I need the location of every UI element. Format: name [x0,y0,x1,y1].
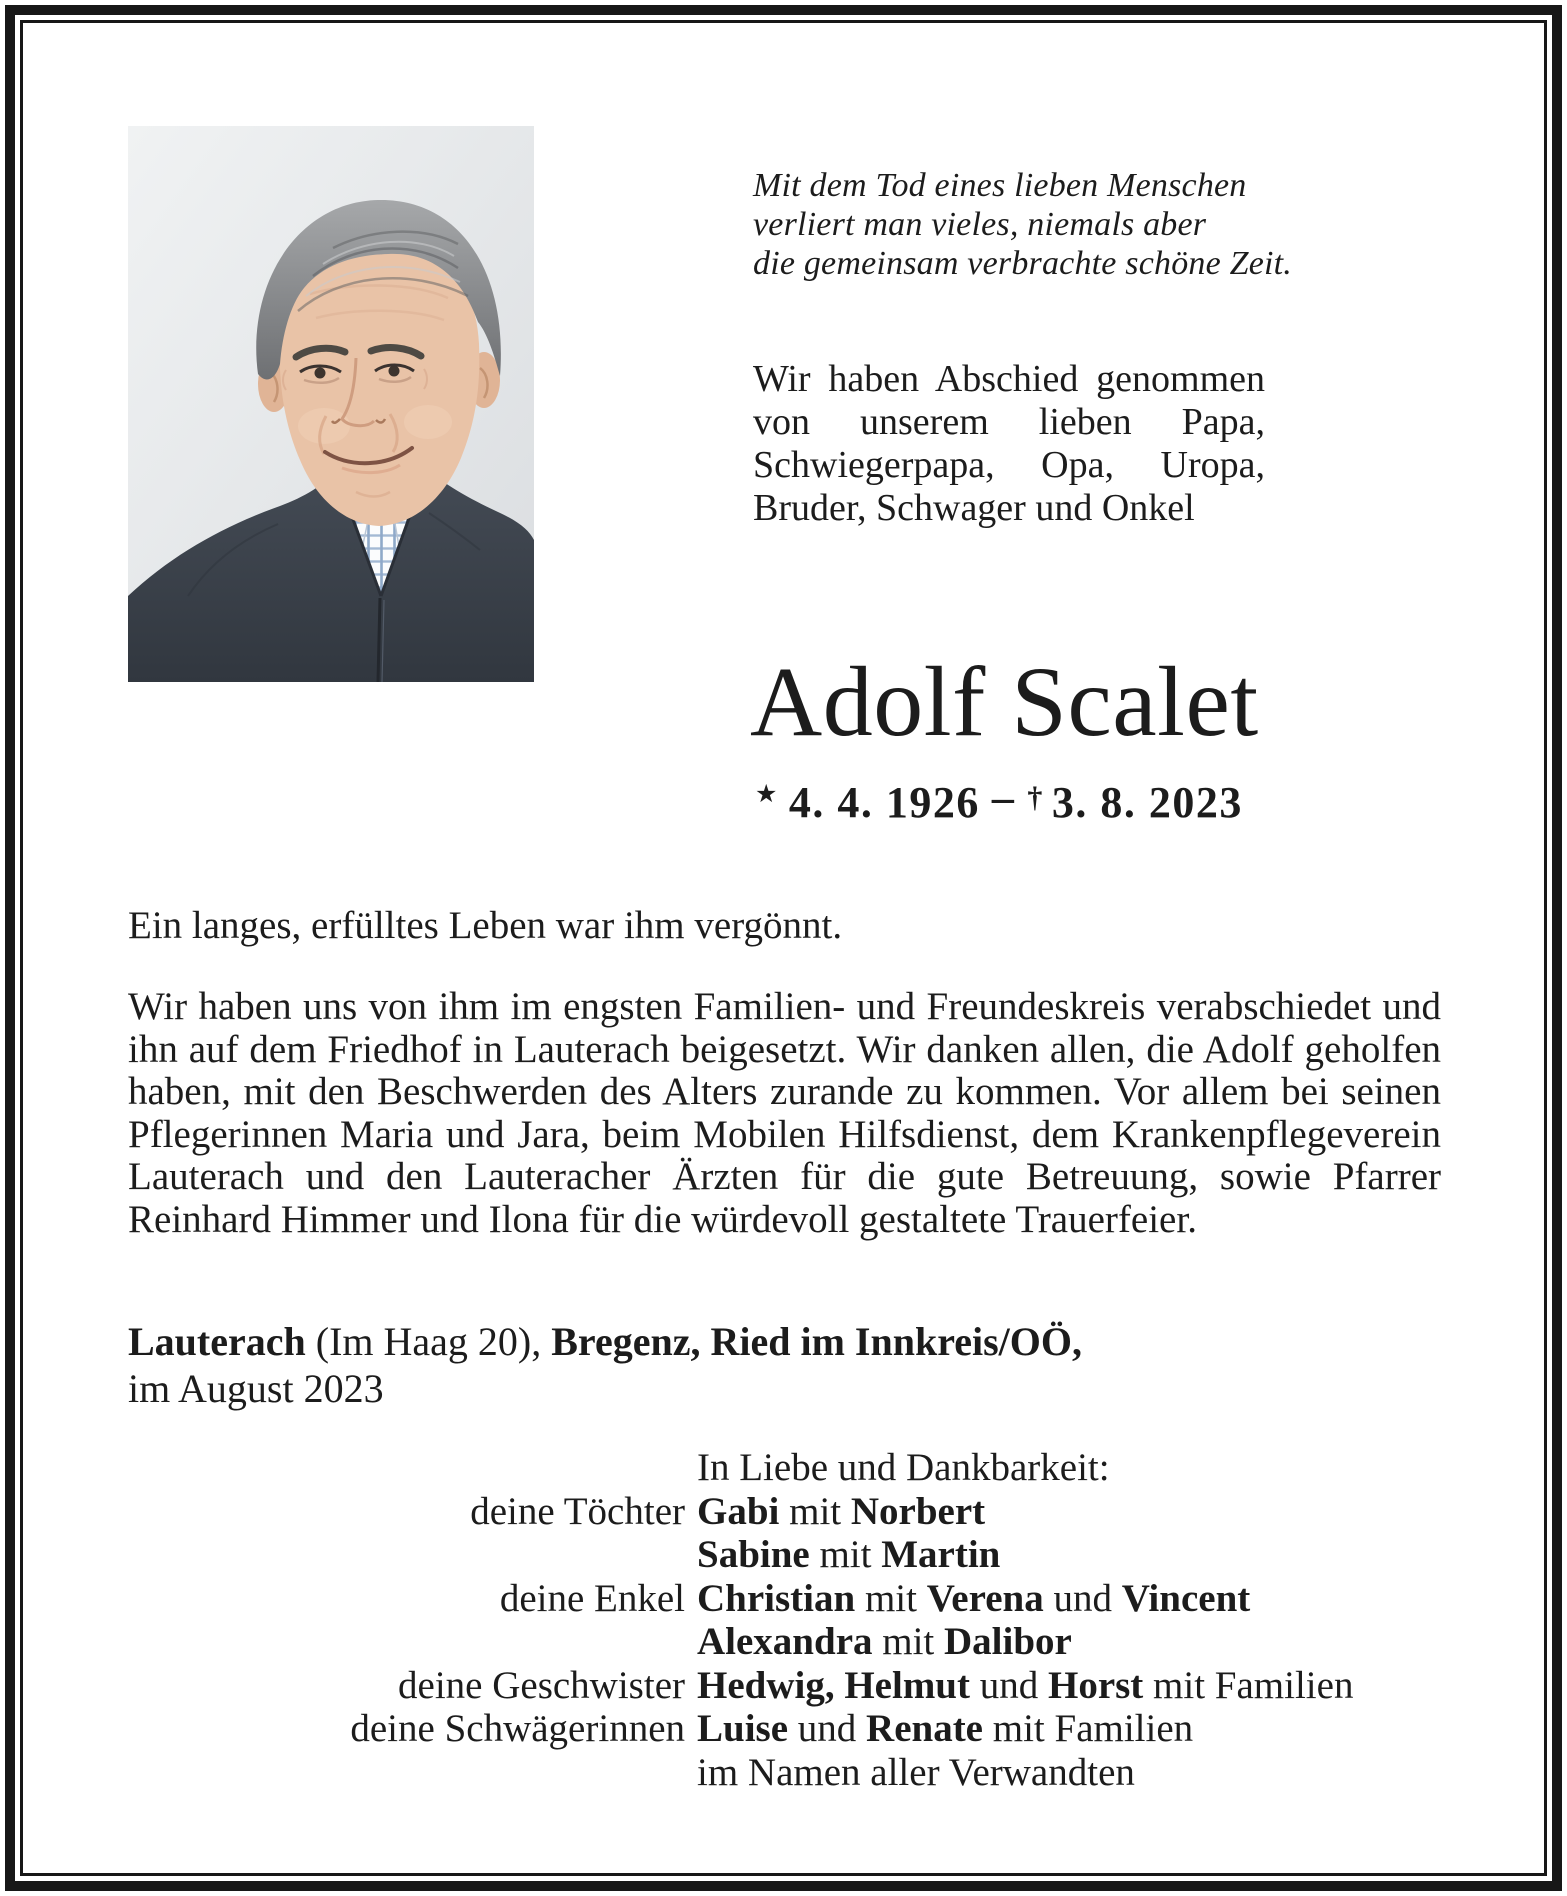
places-line: Lauterach (Im Haag 20), Bregenz, Ried im Innkreis/OÖ, [128,1319,1082,1364]
death-date: 3. 8. 2023 [1051,778,1243,827]
epigraph-line: Mit dem Tod eines lieben Menschen [753,167,1247,204]
birth-date: 4. 4. 1926 [788,778,980,827]
closing-row [128,1620,1353,1664]
closing-row-label: deine Töchter [470,1489,685,1533]
closing-heading: In Liebe und Dankbarkeit: [697,1446,1110,1489]
date-line: im August 2023 [128,1366,384,1411]
epigraph-line: verliert man vieles, niemals aber [753,206,1207,243]
closing-row-names: Gabi mit Norbert [697,1489,986,1533]
farewell-intro: Wir haben Abschied genommen von unserem lieben Papa, Schwiegerpapa, Opa, Uropa, Bruder, Schwager und Onkel [753,358,1265,529]
closing-row [128,1707,1353,1751]
closing-row-names: Sabine mit Martin [697,1533,1001,1576]
closing-row-label [128,1751,685,1795]
closing-row [128,1664,1353,1708]
closing-row-names: Alexandra mit Dalibor [697,1620,1072,1663]
body-paragraph: Wir haben uns von ihm im engsten Familien- und Freundeskreis verabschiedet und ihn auf dem Friedhof in Lauterach beigesetzt. Wir danken allen, die Adolf geholfen haben, mit den Beschwerden des Alters zurande zu kommen. Vor allem bei seinen Pflegerinnen Maria und Jara, beim Mobilen Hilfsdienst, dem Krankenpflegeverein Lauterach und den Lauteracher Ärzten für die gute Betreuung, sowie Pfarrer Reinhard Himmer und Ilona für die würdevoll gestaltete Trauerfeier. [128,985,1441,1241]
closing-row-label: deine Schwägerinnen [350,1707,685,1750]
closing-row-names: Hedwig, Helmut und Horst mit Familien [697,1663,1354,1707]
epigraph-line: die gemeinsam verbrachte schöne Zeit. [753,245,1292,282]
closing-row-label: deine Enkel [499,1576,685,1620]
closing-footer: im Namen aller Verwandten [697,1750,1135,1794]
lead-paragraph: Ein langes, erfülltes Leben war ihm vergönnt. [128,904,843,947]
closing-row-names: Luise und Renate mit Familien [697,1707,1194,1750]
closing-row-names: Christian mit Verena und Vincent [697,1576,1251,1620]
deceased-name: Adolf Scalet [750,646,1259,757]
closing-row [128,1533,1353,1577]
dates-separator: – [991,773,1016,822]
closing-row-label [128,1446,685,1490]
closing-row-label [128,1533,685,1577]
closing-row-label: deine Geschwister [398,1663,685,1707]
closing-row-label [128,1620,685,1664]
closing-row [128,1490,1353,1534]
closing-row [128,1577,1353,1621]
closing-row [128,1751,1353,1795]
birth-star-icon: ★ [755,779,779,808]
epigraph [753,166,1292,283]
life-dates [755,772,1243,828]
portrait-illustration [128,126,534,682]
portrait-photo [128,126,534,682]
places-block [128,1318,1082,1412]
closing-row [128,1446,1353,1490]
closing-block [128,1446,1353,1794]
death-cross-icon: † [1027,781,1044,814]
